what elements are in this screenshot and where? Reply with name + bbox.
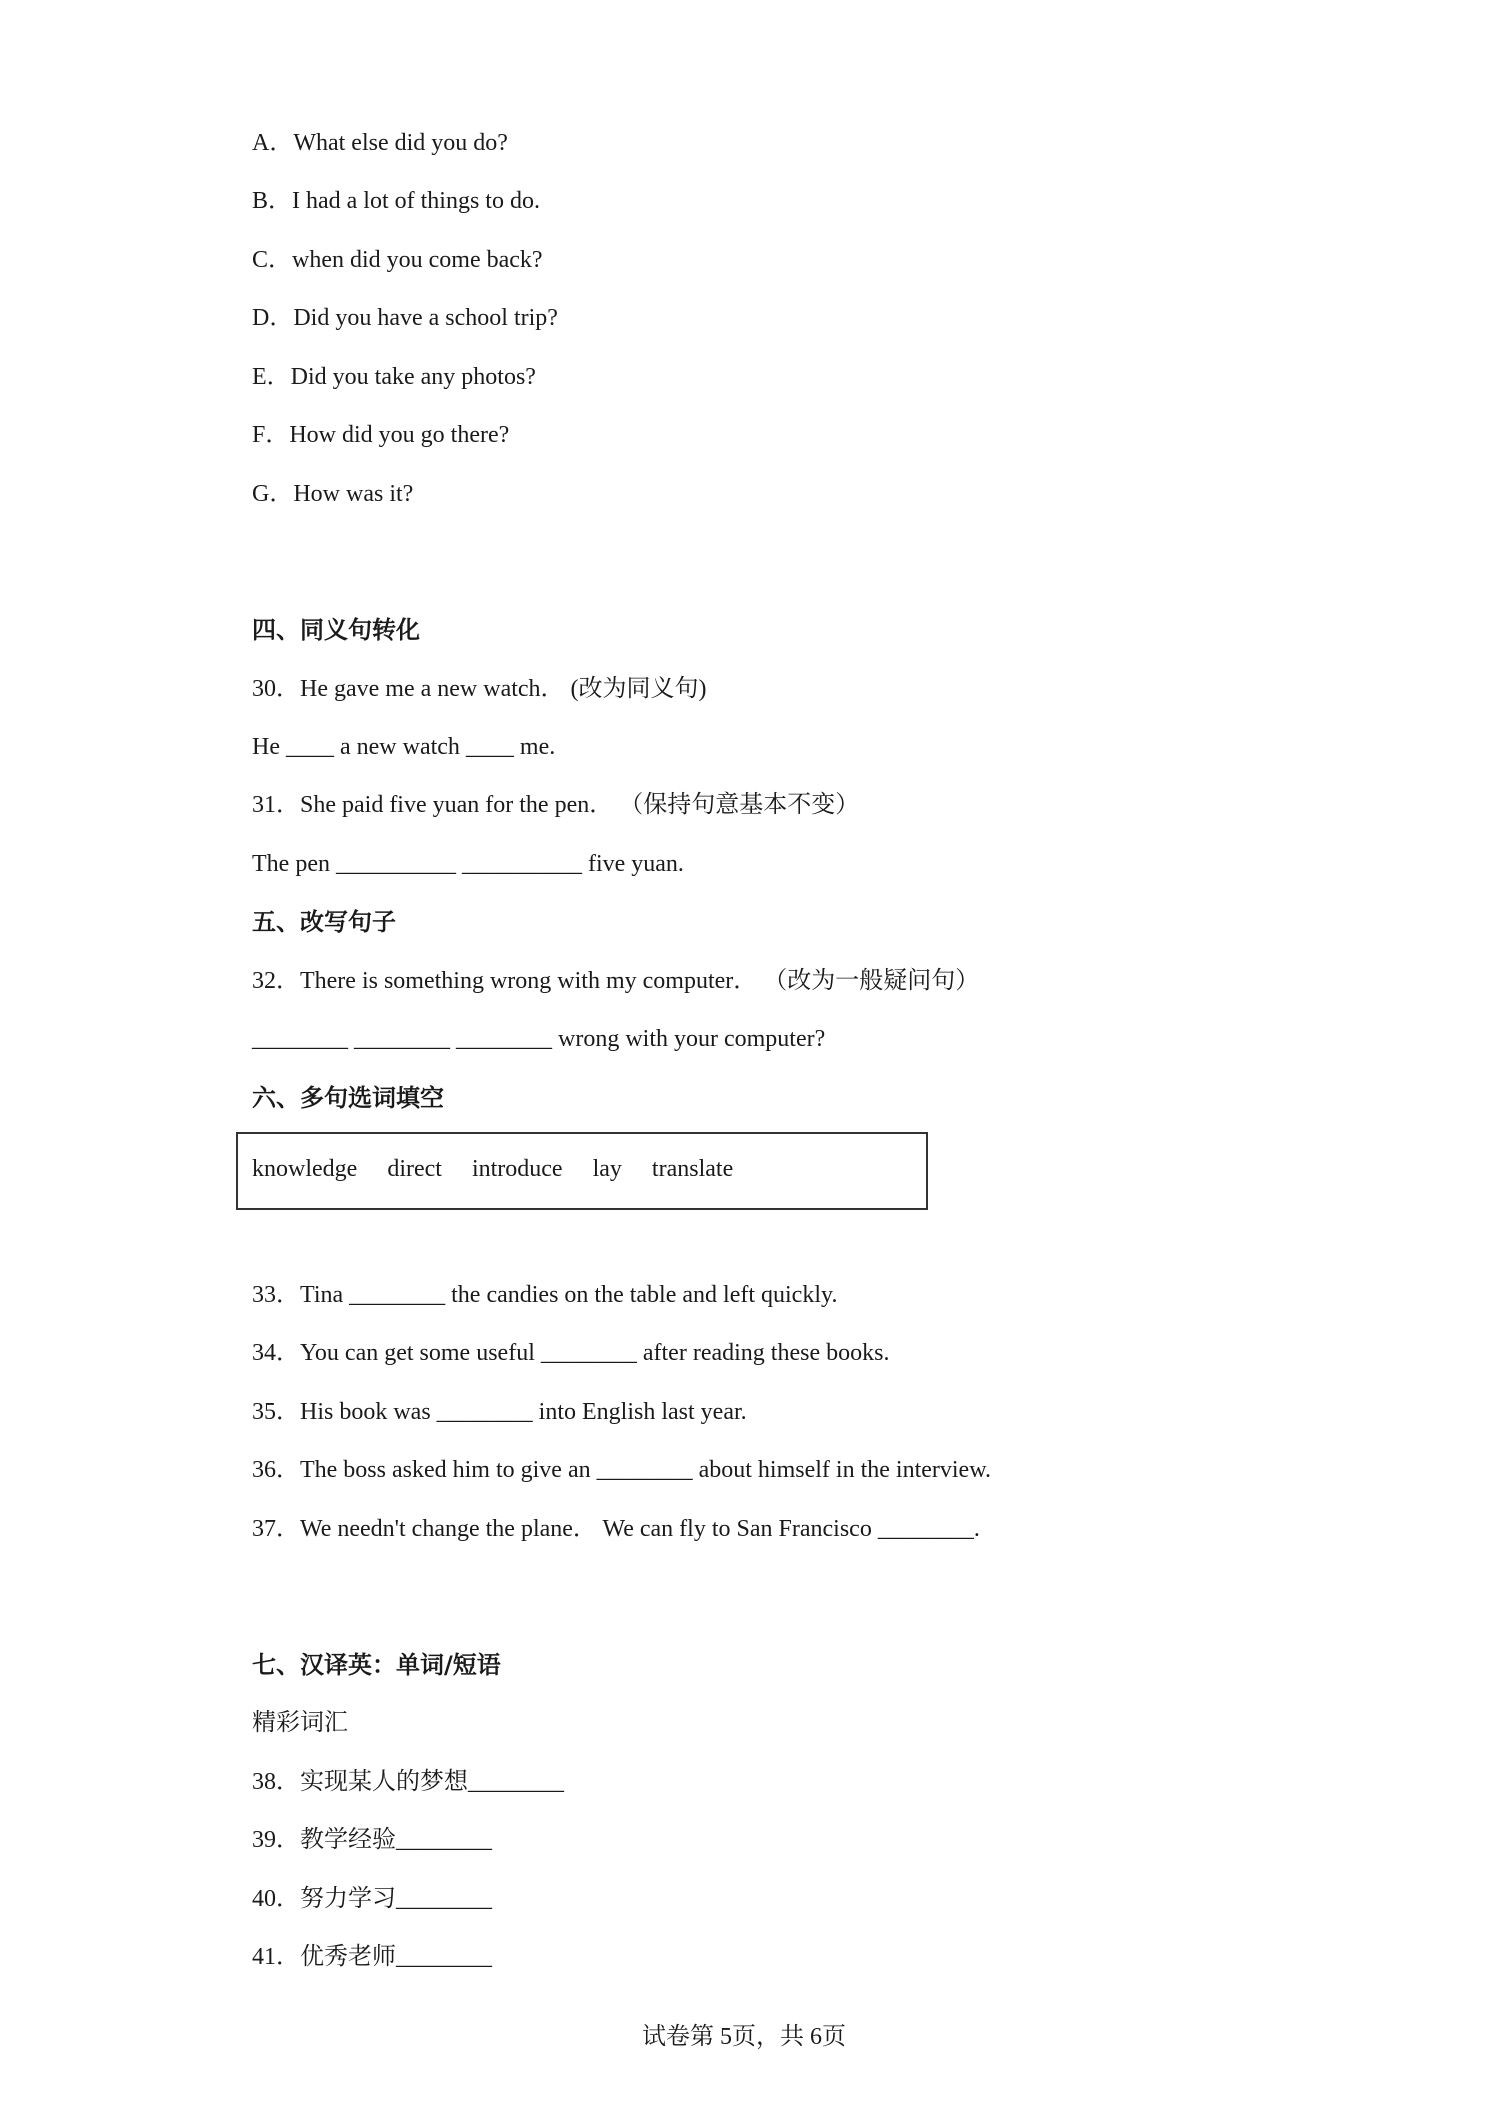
- section-7-subtitle: 精彩词汇: [252, 1710, 348, 1736]
- word-bank-item: lay: [592, 1156, 622, 1182]
- option-g: G．How was it?: [252, 481, 414, 507]
- question-34: 34．You can get some useful ________ after reading these books.: [252, 1340, 890, 1366]
- option-b: B．I had a lot of things to do.: [252, 188, 540, 214]
- question-37: 37．We needn't change the plane． We can fly to San Francisco ________.: [252, 1516, 980, 1542]
- word-bank-item: direct: [387, 1156, 442, 1182]
- question-32: 32．There is something wrong with my computer． （改为一般疑问句）: [252, 968, 980, 994]
- option-d: D．Did you have a school trip?: [252, 305, 558, 331]
- question-41: 41．优秀老师________: [252, 1944, 492, 1970]
- question-40: 40．努力学习________: [252, 1886, 492, 1912]
- question-30: 30．He gave me a new watch． (改为同义句): [252, 676, 707, 702]
- page-footer: 试卷第 5页，共 6页: [642, 2024, 846, 2050]
- option-e: E．Did you take any photos?: [252, 364, 536, 390]
- question-33: 33．Tina ________ the candies on the table and left quickly.: [252, 1282, 838, 1308]
- section-6-heading: 六、多句选词填空: [252, 1084, 444, 1112]
- question-36: 36．The boss asked him to give an ________ about himself in the interview.: [252, 1457, 991, 1483]
- option-c: C．when did you come back?: [252, 247, 543, 273]
- question-39: 39．教学经验________: [252, 1827, 492, 1853]
- question-35: 35．His book was ________ into English last year.: [252, 1399, 747, 1425]
- word-bank-item: knowledge: [252, 1156, 358, 1182]
- answer-30: He ____ a new watch ____ me.: [252, 734, 556, 760]
- section-5-heading: 五、改写句子: [252, 908, 396, 936]
- answer-31: The pen __________ __________ five yuan.: [252, 851, 684, 877]
- section-7-heading: 七、汉译英：单词/短语: [252, 1651, 501, 1679]
- option-a: A．What else did you do?: [252, 130, 508, 156]
- word-bank-item: introduce: [471, 1156, 563, 1182]
- word-bank-box: [236, 1132, 928, 1210]
- question-31: 31．She paid five yuan for the pen． （保持句意基本不变）: [252, 792, 860, 818]
- answer-32: ________ ________ ________ wrong with your computer?: [252, 1026, 826, 1052]
- section-4-heading: 四、同义句转化: [252, 616, 420, 644]
- word-bank-item: translate: [651, 1156, 734, 1182]
- question-38: 38．实现某人的梦想________: [252, 1769, 564, 1795]
- option-f: F．How did you go there?: [252, 422, 510, 448]
